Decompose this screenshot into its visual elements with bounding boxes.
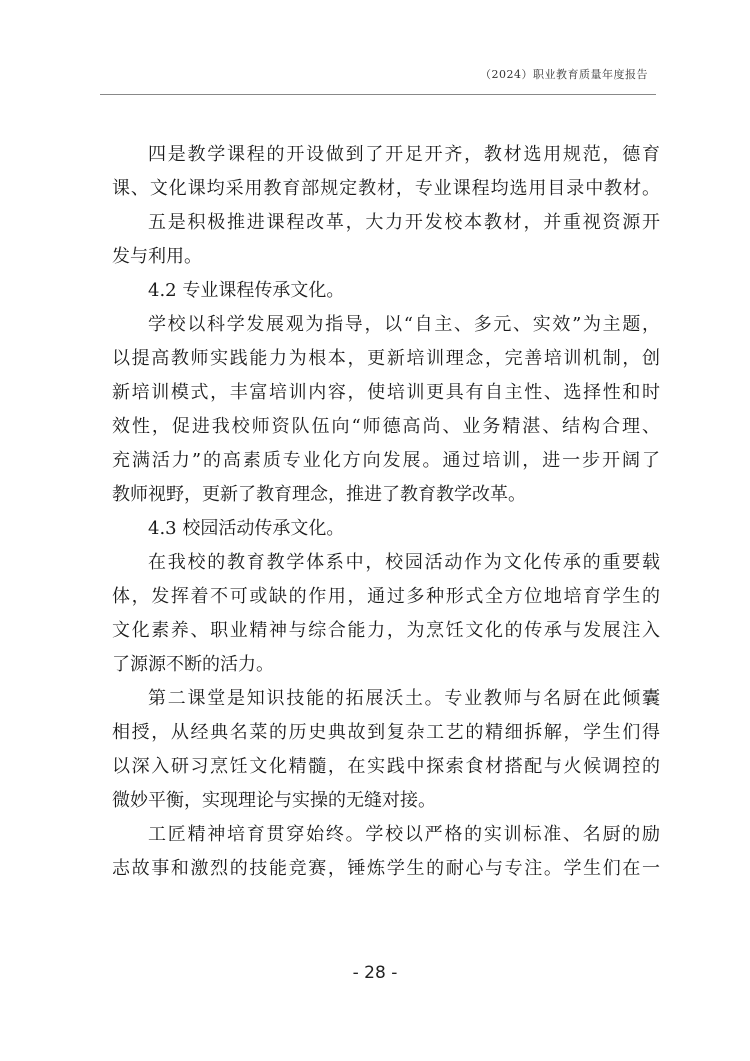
- header-divider: [100, 94, 656, 95]
- paragraph-line: 以深入研习烹饪文化精髓，在实践中探索食材搭配与火候调控的: [112, 756, 660, 777]
- paragraph-line: 充满活力”的高素质专业化方向发展。通过培训，进一步开阔了: [112, 450, 660, 471]
- header-title: （2024）职业教育质量年度报告: [480, 68, 648, 81]
- paragraph-line: 文化素养、职业精神与综合能力，为烹饪文化的传承与发展注入: [112, 620, 660, 641]
- paragraph-line: 以提高教师实践能力为根本，更新培训理念，完善培训机制，创: [112, 348, 660, 369]
- document-body: [112, 138, 660, 886]
- paragraph-line: 了源源不断的活力。: [112, 654, 274, 675]
- paragraph-line: 工匠精神培育贯穿始终。学校以严格的实训标准、名厨的励: [148, 824, 660, 845]
- page-number: - 28 -: [352, 963, 398, 983]
- paragraph-line: 发与利用。: [112, 246, 202, 267]
- paragraph-line: 在我校的教育教学体系中，校园活动作为文化传承的重要载: [148, 552, 660, 573]
- paragraph-line: 五是积极推进课程改革，大力开发校本教材，并重视资源开: [148, 212, 660, 233]
- paragraph-line: 效性，促进我校师资队伍向“师德高尚、业务精湛、结构合理、: [112, 416, 660, 437]
- section-heading: 4.3 校园活动传承文化。: [148, 518, 345, 539]
- paragraph-line: 教师视野，更新了教育理念，推进了教育教学改革。: [112, 484, 526, 505]
- paragraph-line: 新培训模式，丰富培训内容，使培训更具有自主性、选择性和时: [112, 382, 660, 403]
- paragraph-line: 学校以科学发展观为指导，以“自主、多元、实效”为主题，: [148, 314, 660, 335]
- paragraph-line: 课、文化课均采用教育部规定教材，专业课程均选用目录中教材。: [112, 178, 660, 199]
- section-heading: 4.2 专业课程传承文化。: [148, 280, 345, 301]
- paragraph-line: 体，发挥着不可或缺的作用，通过多种形式全方位地培育学生的: [112, 586, 660, 607]
- paragraph-line: 志故事和激烈的技能竞赛，锤炼学生的耐心与专注。学生们在一: [112, 858, 660, 879]
- paragraph-line: 四是教学课程的开设做到了开足开齐，教材选用规范，德育: [148, 144, 660, 165]
- paragraph-line: 相授，从经典名菜的历史典故到复杂工艺的精细拆解，学生们得: [112, 722, 660, 743]
- paragraph-line: 微妙平衡，实现理论与实操的无缝对接。: [112, 790, 436, 811]
- paragraph-line: 第二课堂是知识技能的拓展沃土。专业教师与名厨在此倾囊: [148, 688, 660, 709]
